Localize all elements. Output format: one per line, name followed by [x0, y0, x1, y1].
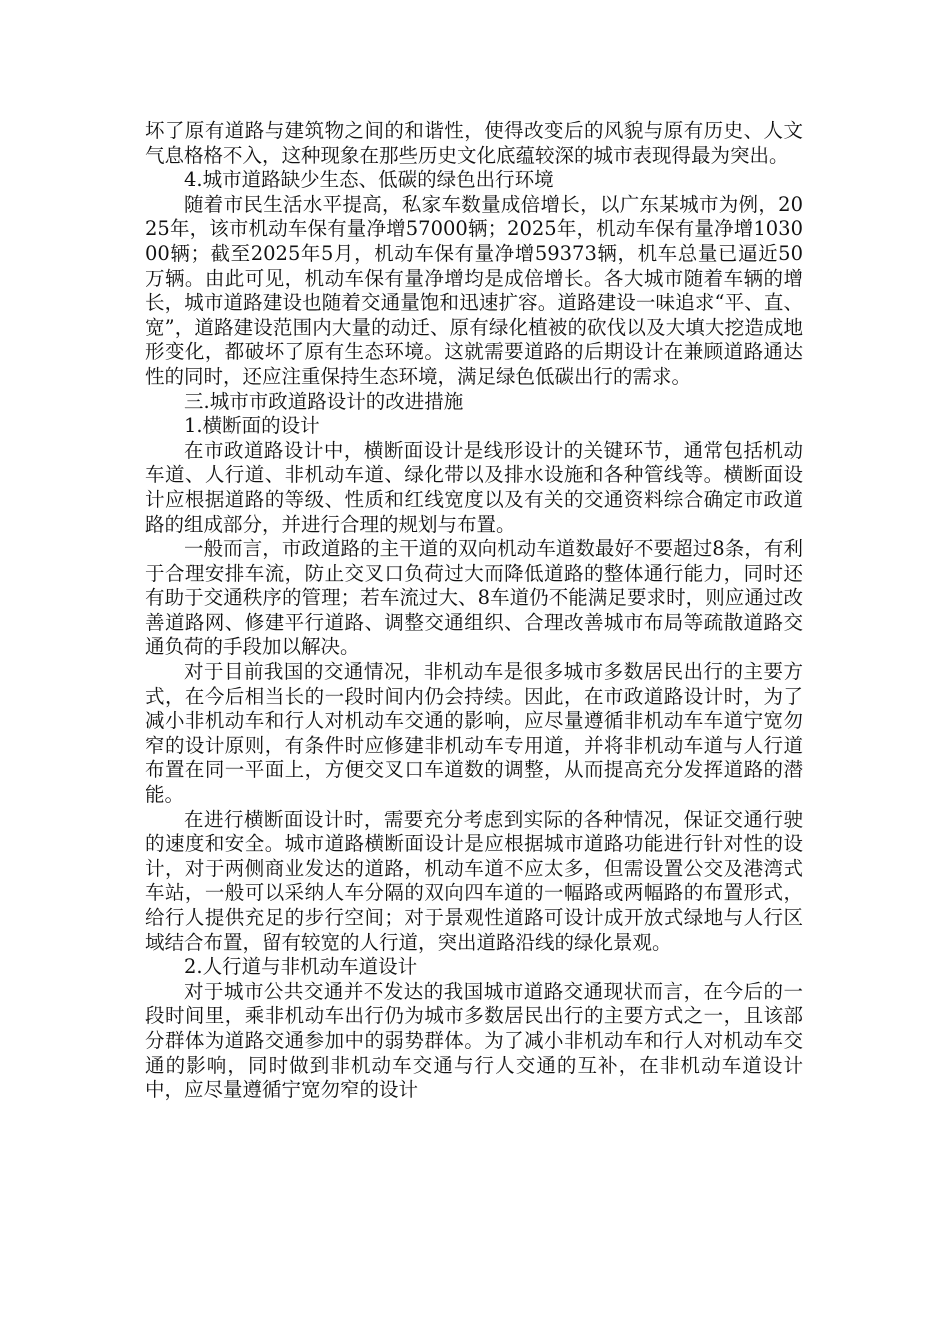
- body-paragraph: 一般而言，市政道路的主干道的双向机动车道数最好不要超过8条，有利于合理安排车流，防止交叉口负荷过大而降低道路的整体通行能力，同时还有助于交通秩序的管理；若车流过大、8车道仍不能满足要求时，则应通过改善道路网、修建平行道路、调整交通组织、合理改善城市布局等疏散道路交通负荷的手段加以解决。: [145, 537, 803, 659]
- body-paragraph: 在市政道路设计中，横断面设计是线形设计的关键环节，通常包括机动车道、人行道、非机动车道、绿化带以及排水设施和各种管线等。横断面设计应根据道路的等级、性质和红线宽度以及有关的交通资料综合确定市政道路的组成部分，并进行合理的规划与布置。: [145, 438, 803, 536]
- body-paragraph: 随着市民生活水平提高，私家车数量成倍增长，以广东某城市为例，2025年，该市机动车保有量净增57000辆；2025年，机动车保有量净增103000辆；截至2025年5月，机动车保有量净增59373辆，机车总量已逼近50万辆。由此可见，机动车保有量净增均是成倍增长。各大城市随着车辆的增长，城市道路建设也随着交通量饱和迅速扩容。道路建设一味追求“平、直、宽”，道路建设范围内大量的动迁、原有绿化植被的砍伐以及大填大挖造成地形变化，都破坏了原有生态环境。这就需要道路的后期设计在兼顾道路通达性的同时，还应注重保持生态环境，满足绿色低碳出行的需求。: [145, 192, 803, 388]
- section-heading: 三.城市市政道路设计的改进措施: [184, 389, 464, 413]
- subsection-heading: 1.横断面的设计: [184, 414, 320, 438]
- body-paragraph: 在进行横断面设计时，需要充分考虑到实际的各种情况，保证交通行驶的速度和安全。城市道路横断面设计是应根据城市道路功能进行针对性的设计，对于两侧商业发达的道路，机动车道不应太多，但需设置公交及港湾式车站，一般可以采纳人车分隔的双向四车道的一幅路或两幅路的布置形式，给行人提供充足的步行空间；对于景观性道路可设计成开放式绿地与人行区域结合布置，留有较宽的人行道，突出道路沿线的绿化景观。: [145, 807, 803, 954]
- body-paragraph: 对于目前我国的交通情况，非机动车是很多城市多数居民出行的主要方式，在今后相当长的一段时间内仍会持续。因此，在市政道路设计时，为了减小非机动车和行人对机动车交通的影响，应尽量遵循非机动车车道宁宽勿窄的设计原则，有条件时应修建非机动车专用道，并将非机动车道与人行道布置在同一平面上，方便交叉口车道数的调整，从而提高充分发挥道路的潜能。: [145, 660, 803, 807]
- document-page: [145, 119, 803, 1103]
- body-paragraph: 对于城市公共交通并不发达的我国城市道路交通现状而言，在今后的一段时间里，乘非机动车出行仍为城市多数居民出行的主要方式之一，且该部分群体为道路交通参加中的弱势群体。为了减小非机动车和行人对机动车交通的影响，同时做到非机动车交通与行人交通的互补，在非机动车道设计中，应尽量遵循宁宽勿窄的设计: [145, 979, 803, 1102]
- body-paragraph: 坏了原有道路与建筑物之间的和谐性，使得改变后的风貌与原有历史、人文气息格格不入，这种现象在那些历史文化底蕴较深的城市表现得最为突出。: [145, 119, 803, 167]
- section-heading: 4.城市道路缺少生态、低碳的绿色出行环境: [184, 168, 554, 192]
- subsection-heading: 2.人行道与非机动车道设计: [184, 955, 418, 979]
